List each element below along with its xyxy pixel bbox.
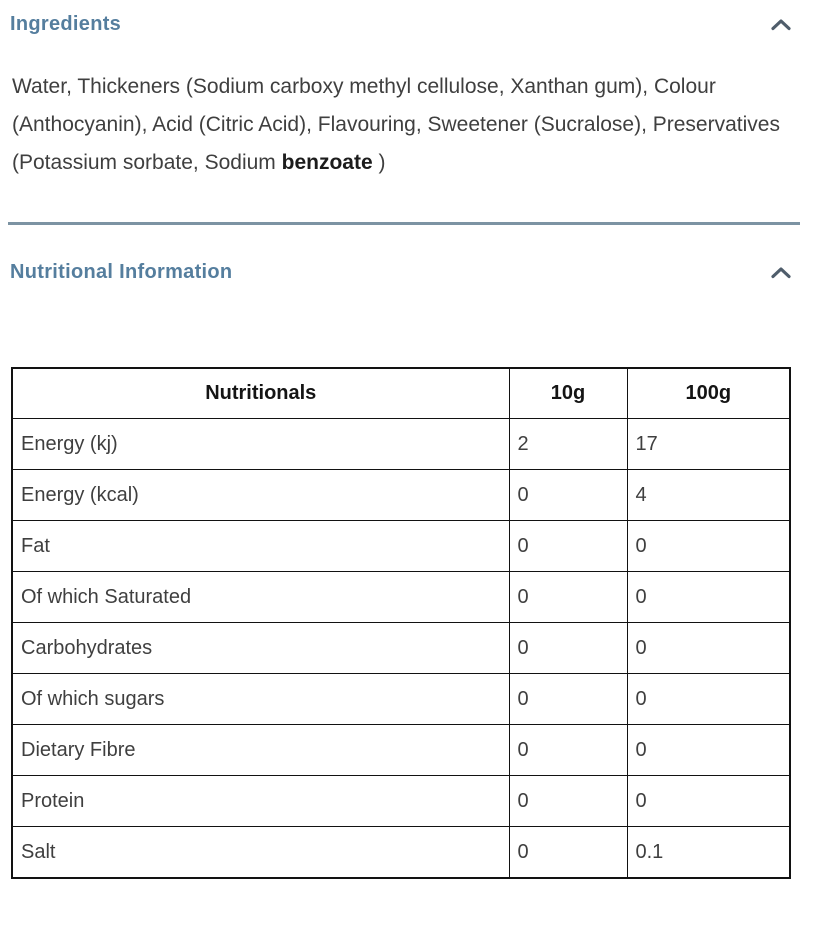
table-row xyxy=(12,725,790,776)
nutrient-name-cell: Protein xyxy=(12,776,509,827)
nutrient-value-cell: 0 xyxy=(509,776,627,827)
nutrient-name-cell: Salt xyxy=(12,827,509,879)
nutrient-value-cell: 2 xyxy=(509,419,627,470)
nutritionals-column-header: Nutritionals xyxy=(12,368,509,419)
nutrient-name-cell: Of which Saturated xyxy=(12,572,509,623)
ingredients-text-main: Water, Thickeners (Sodium carboxy methyl cellulose, Xanthan gum), Colour (Anthocyanin), Acid (Citric Acid), Flavouring, Sweetener (Sucralose), Preservatives (Potassium sorbate, Sodium xyxy=(12,75,780,174)
nutrient-name-cell: Of which sugars xyxy=(12,674,509,725)
section-divider xyxy=(8,222,800,225)
chevron-up-icon[interactable] xyxy=(770,266,792,279)
nutrient-value-cell: 0 xyxy=(509,521,627,572)
ingredients-text xyxy=(12,68,788,182)
ingredients-section-title: Ingredients xyxy=(10,12,122,35)
nutrient-name-cell: Energy (kcal) xyxy=(12,470,509,521)
table-header-row xyxy=(12,368,790,419)
nutrient-name-cell: Dietary Fibre xyxy=(12,725,509,776)
nutrient-value-cell: 0 xyxy=(509,827,627,879)
table-row xyxy=(12,674,790,725)
table-row xyxy=(12,419,790,470)
nutrition-accordion-header[interactable] xyxy=(0,258,818,286)
nutrient-value-cell: 0.1 xyxy=(627,827,790,879)
per-100g-column-header: 100g xyxy=(627,368,790,419)
nutrient-name-cell: Energy (kj) xyxy=(12,419,509,470)
table-row xyxy=(12,827,790,879)
nutrient-value-cell: 0 xyxy=(509,572,627,623)
nutrient-value-cell: 0 xyxy=(509,725,627,776)
nutrient-value-cell: 0 xyxy=(627,674,790,725)
table-row xyxy=(12,776,790,827)
chevron-up-icon[interactable] xyxy=(770,18,792,31)
nutrient-value-cell: 0 xyxy=(509,470,627,521)
table-row xyxy=(12,623,790,674)
ingredients-accordion-header[interactable] xyxy=(0,10,818,38)
ingredients-text-suffix: ) xyxy=(372,151,386,174)
nutrient-name-cell: Fat xyxy=(12,521,509,572)
nutrition-section-title: Nutritional Information xyxy=(10,260,233,283)
table-row xyxy=(12,572,790,623)
nutrient-value-cell: 0 xyxy=(509,623,627,674)
nutrient-value-cell: 0 xyxy=(627,623,790,674)
per-10g-column-header: 10g xyxy=(509,368,627,419)
table-row xyxy=(12,470,790,521)
nutrient-value-cell: 0 xyxy=(627,725,790,776)
table-row xyxy=(12,521,790,572)
nutrient-value-cell: 0 xyxy=(627,572,790,623)
nutrition-table xyxy=(11,367,791,879)
nutrition-table-body xyxy=(12,419,790,879)
ingredients-text-bold: benzoate xyxy=(281,151,373,174)
nutrient-name-cell: Carbohydrates xyxy=(12,623,509,674)
nutrient-value-cell: 4 xyxy=(627,470,790,521)
nutrient-value-cell: 0 xyxy=(627,521,790,572)
nutrient-value-cell: 17 xyxy=(627,419,790,470)
nutrient-value-cell: 0 xyxy=(627,776,790,827)
nutrient-value-cell: 0 xyxy=(509,674,627,725)
